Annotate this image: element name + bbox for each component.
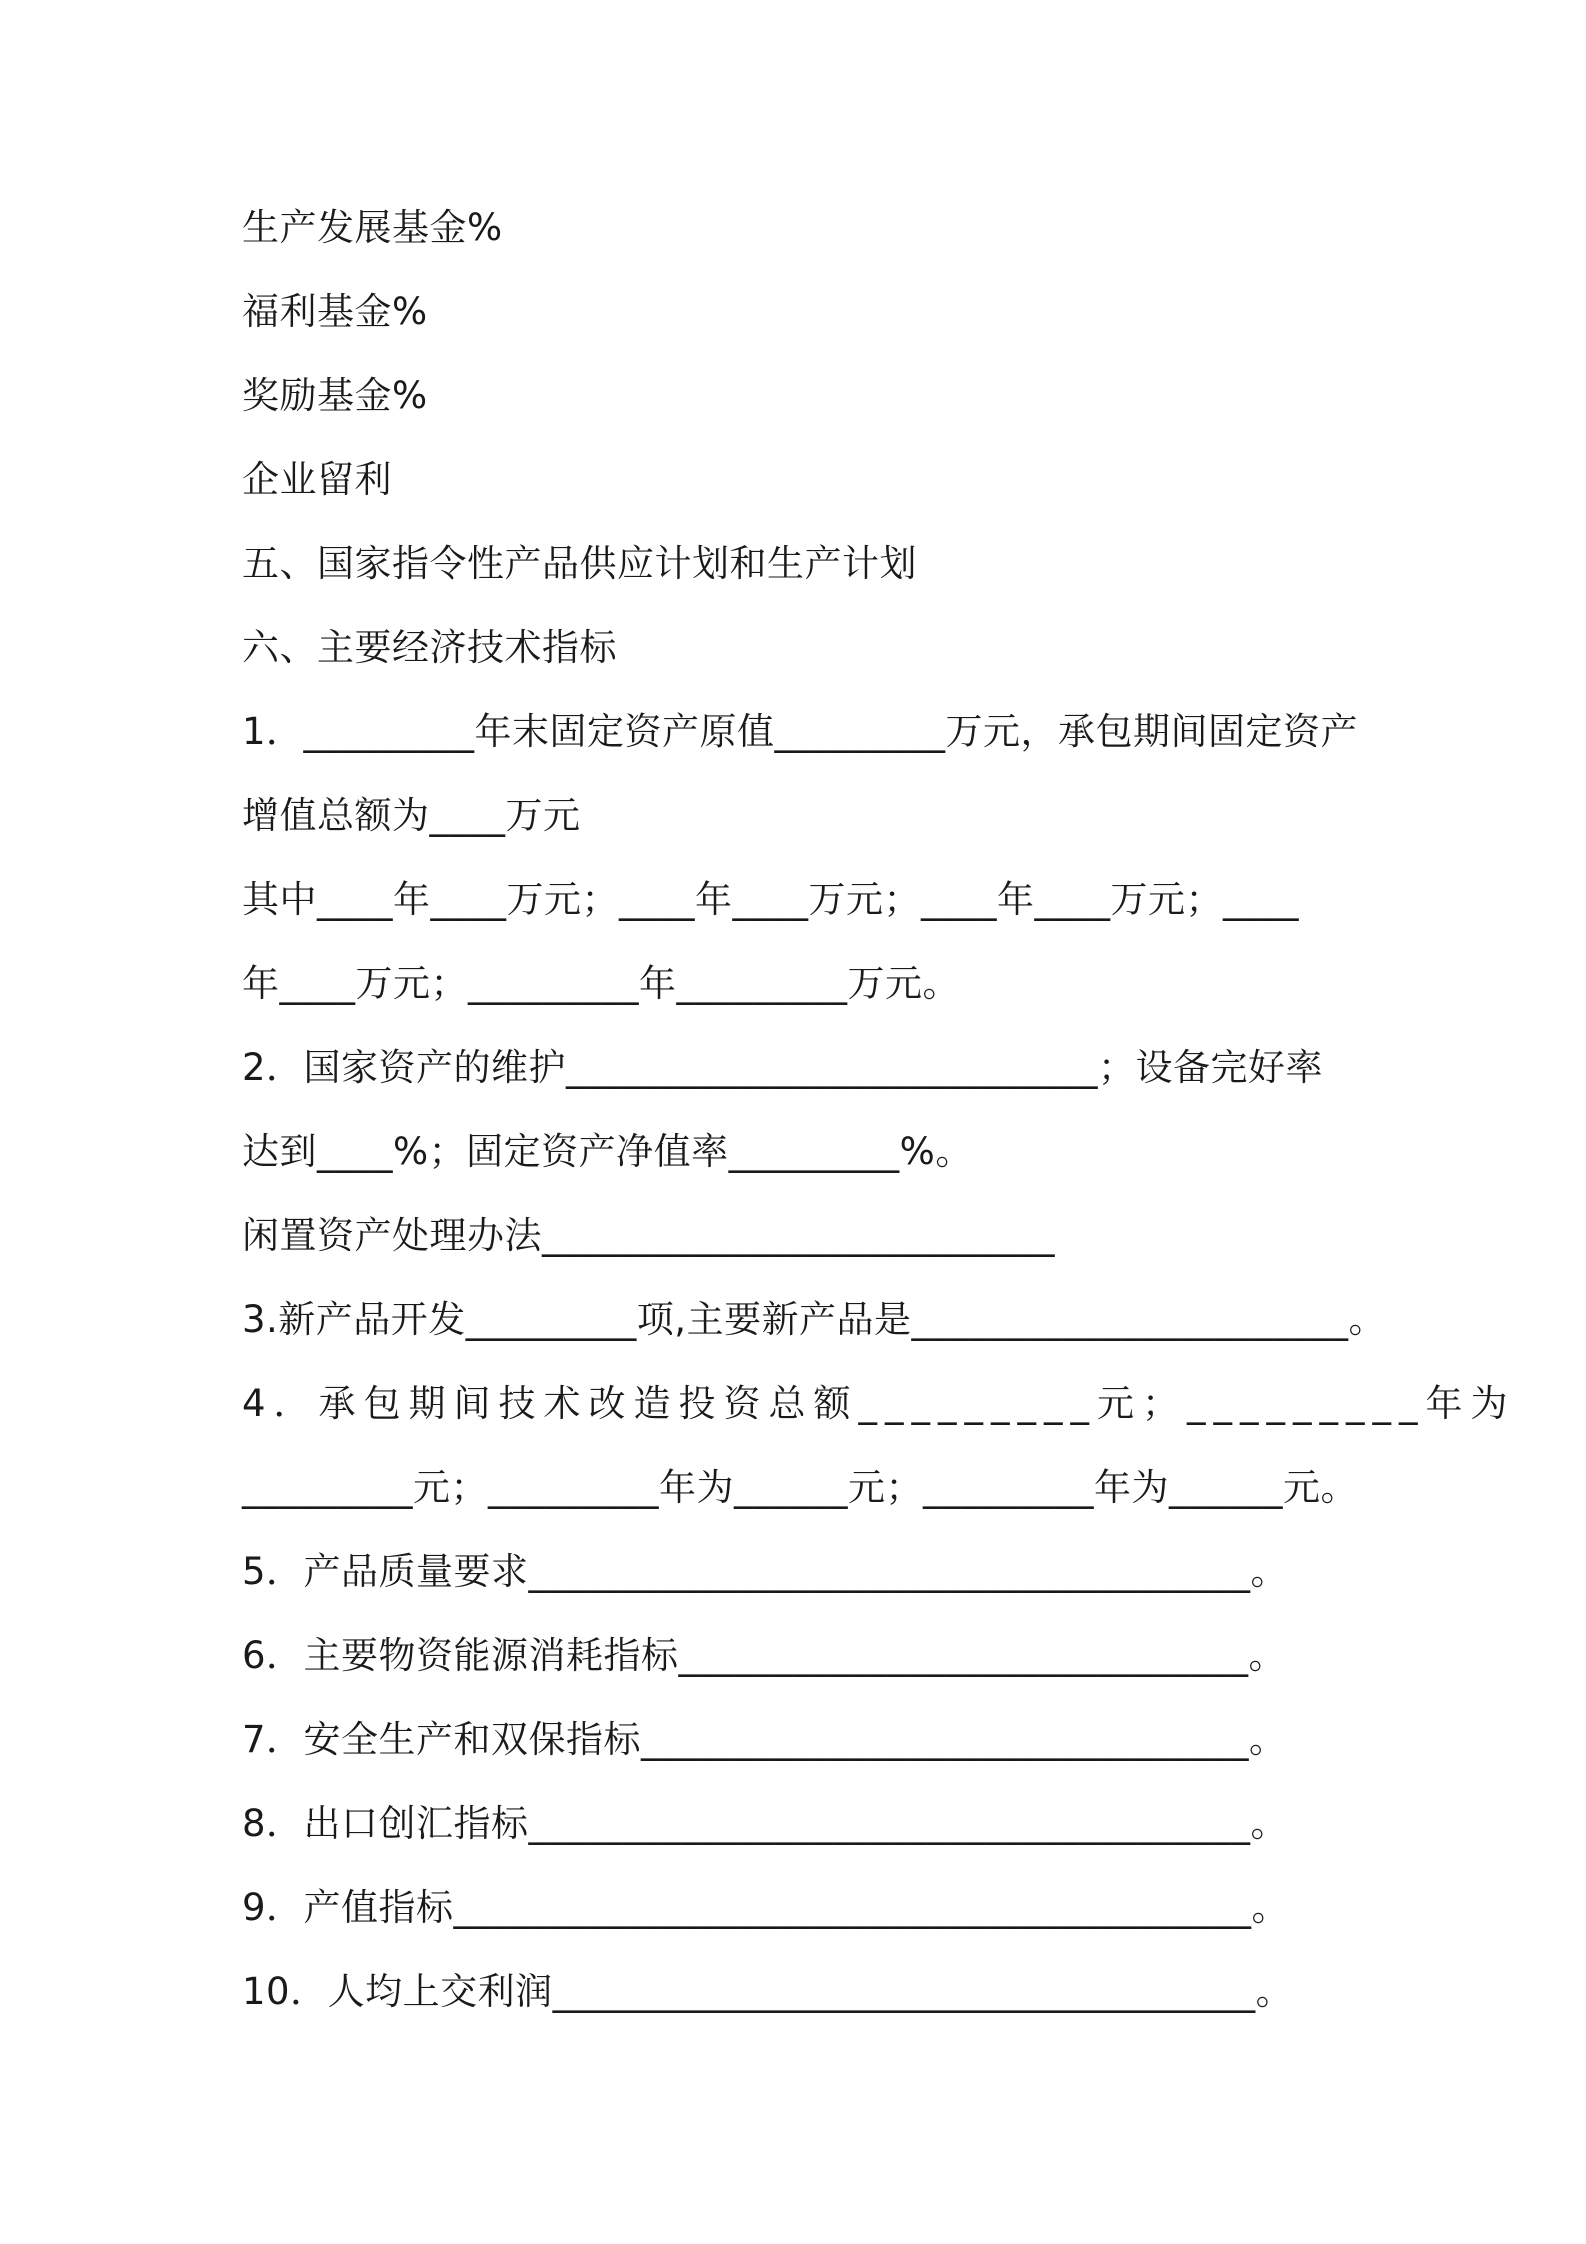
item-2-line-2: 达到____%；固定资产净值率_________%。 (242, 1130, 973, 1173)
item-1-line-3: 其中____年____万元；____年____万元；____年____万元；____ (242, 878, 1299, 921)
line-production-fund: 生产发展基金% (242, 206, 503, 249)
item-2-line-1: 2．国家资产的维护____________________________；设备完好率 (242, 1046, 1324, 1089)
item-10: 10．人均上交利润_____________________________________。 (242, 1970, 1294, 2013)
section-heading-6: 六、主要经济技术指标 (242, 626, 617, 669)
item-3: 3.新产品开发_________项,主要新产品是_______________________。 (242, 1298, 1387, 1341)
item-6: 6．主要物资能源消耗指标______________________________。 (242, 1634, 1287, 1677)
item-1-line-1: 1．_________年末固定资产原值_________万元，承包期间固定资产 (242, 710, 1359, 753)
item-2-line-3: 闲置资产处理办法___________________________ (242, 1214, 1055, 1257)
line-retained-profit: 企业留利 (242, 458, 392, 501)
item-1-line-4: 年____万元；_________年_________万元。 (242, 962, 960, 1005)
item-7: 7．安全生产和双保指标________________________________。 (242, 1718, 1287, 1761)
item-4-line-1: 4．承包期间技术改造投资总额_________元；_________年为 (242, 1382, 1516, 1425)
line-welfare-fund: 福利基金% (242, 290, 428, 333)
item-8: 8．出口创汇指标______________________________________。 (242, 1802, 1289, 1845)
item-1-line-2: 增值总额为____万元 (242, 794, 581, 837)
line-bonus-fund: 奖励基金% (242, 374, 428, 417)
item-5: 5．产品质量要求______________________________________。 (242, 1550, 1289, 1593)
item-9: 9．产值指标__________________________________________。 (242, 1886, 1290, 1929)
section-heading-5: 五、国家指令性产品供应计划和生产计划 (242, 542, 917, 585)
item-4-line-2: _________元；_________年为______元；_________年为______元。 (242, 1466, 1358, 1509)
